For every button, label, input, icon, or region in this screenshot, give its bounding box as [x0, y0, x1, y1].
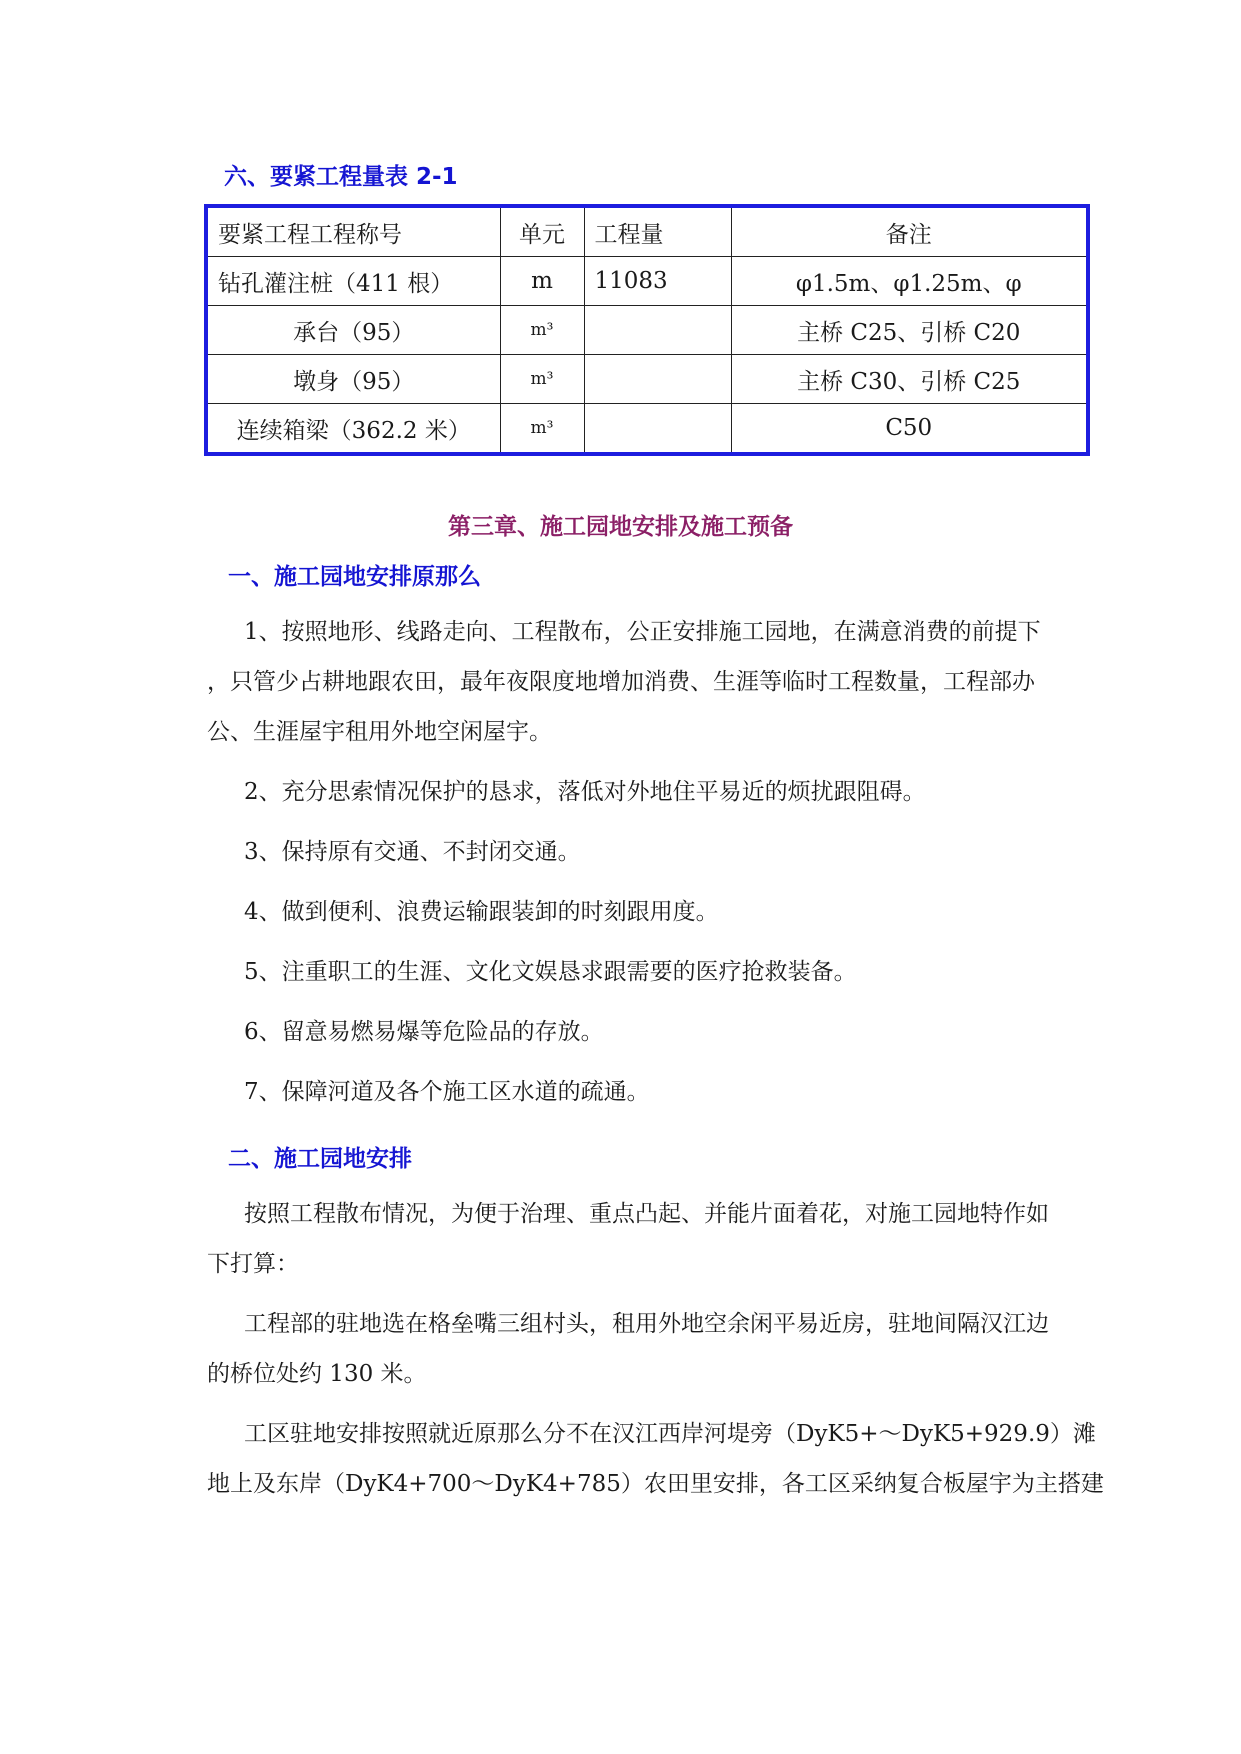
list-item: 7、保障河道及各个施工区水道的疏通。	[244, 1079, 650, 1105]
table-cell: m³	[500, 355, 584, 404]
paragraph-line: 下打算：	[207, 1251, 299, 1277]
list-item: 6、留意易燃易爆等危险品的存放。	[244, 1019, 604, 1045]
table-cell: 连续箱梁（362.2 米）	[206, 404, 500, 455]
paragraph-line: 按照工程散布情况，为便于治理、重点凸起、并能片面着花，对施工园地特作如	[244, 1201, 1049, 1227]
table-cell: 主桥 C30、引桥 C25	[731, 355, 1088, 404]
quantity-table	[204, 204, 1090, 456]
table-header-cell: 备注	[731, 206, 1088, 257]
table-cell: C50	[731, 404, 1088, 455]
table-row	[206, 355, 1088, 404]
subsection-heading: 二、施工园地安排	[228, 1146, 412, 1172]
table-header-cell: 要紧工程工程称号	[206, 206, 500, 257]
table-cell: φ1.5m、φ1.25m、φ	[731, 257, 1088, 306]
paragraph-line: 公、生涯屋宇租用外地空闲屋宇。	[207, 719, 552, 745]
list-item: 3、保持原有交通、不封闭交通。	[244, 839, 581, 865]
table-cell: 钻孔灌注桩（411 根）	[206, 257, 500, 306]
table-cell: 承台（95）	[206, 306, 500, 355]
table-cell: 墩身（95）	[206, 355, 500, 404]
table-cell: m	[500, 257, 584, 306]
chapter-title: 第三章、施工园地安排及施工预备	[448, 514, 793, 540]
paragraph-line: 地上及东岸（DyK4+700～DyK4+785）农田里安排，各工区采纳复合板屋宇为主搭建	[207, 1471, 1104, 1497]
table-cell: 主桥 C25、引桥 C20	[731, 306, 1088, 355]
table-cell	[584, 306, 731, 355]
table-row	[206, 404, 1088, 455]
list-item: 4、做到便利、浪费运输跟装卸的时刻跟用度。	[244, 899, 719, 925]
table-cell: 11083	[584, 257, 731, 306]
paragraph-line: 工程部的驻地选在格垒嘴三组村头，租用外地空余闲平易近房，驻地间隔汉江边	[244, 1311, 1049, 1337]
table-header-cell: 工程量	[584, 206, 731, 257]
table-row	[206, 257, 1088, 306]
subsection-heading: 一、施工园地安排原那么	[228, 564, 481, 590]
table-cell: m³	[500, 404, 584, 455]
section-heading: 六、要紧工程量表 2-1	[224, 164, 458, 190]
table-cell: m³	[500, 306, 584, 355]
table-row	[206, 306, 1088, 355]
paragraph-line: 1、按照地形、线路走向、工程散布，公正安排施工园地，在满意消费的前提下	[244, 619, 1041, 645]
list-item: 5、注重职工的生涯、文化文娱恳求跟需要的医疗抢救装备。	[244, 959, 857, 985]
table-cell	[584, 404, 731, 455]
table-header-row	[206, 206, 1088, 257]
paragraph-line: 的桥位处约 130 米。	[207, 1361, 427, 1387]
paragraph-line: ，只管少占耕地跟农田，最年夜限度地增加消费、生涯等临时工程数量，工程部办	[207, 669, 1035, 695]
table-header-cell: 单元	[500, 206, 584, 257]
paragraph-line: 工区驻地安排按照就近原那么分不在汉江西岸河堤旁（DyK5+～DyK5+929.9）滩	[244, 1421, 1096, 1447]
list-item: 2、充分思索情况保护的恳求，落低对外地住平易近的烦扰跟阻碍。	[244, 779, 926, 805]
table-cell	[584, 355, 731, 404]
